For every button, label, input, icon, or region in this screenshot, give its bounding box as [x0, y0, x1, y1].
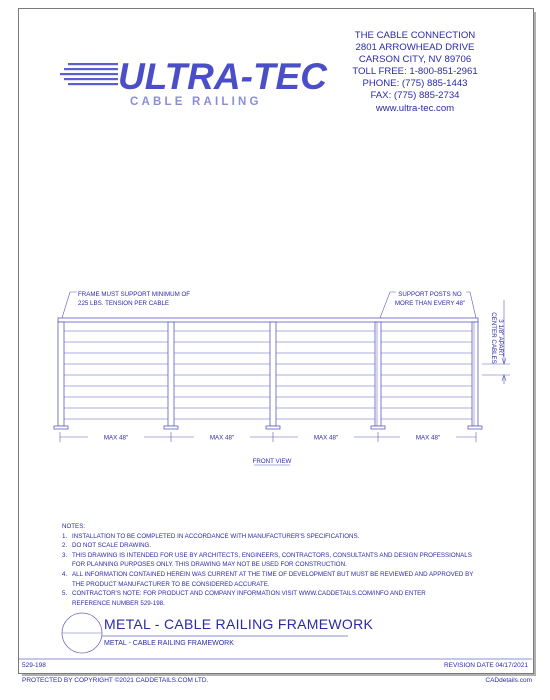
span-label-1: MAX 48"	[103, 434, 129, 442]
drawing-subtitle: METAL - CABLE RAILING FRAMEWORK	[104, 640, 234, 647]
posts-callout-line-2: MORE THAN EVERY 48"	[394, 300, 466, 307]
span-label-2: MAX 48"	[209, 434, 235, 442]
span-label-3: MAX 48"	[313, 434, 339, 442]
end-post-left	[58, 322, 64, 426]
cable-spacing-label-1: CENTER CABLES	[490, 312, 497, 364]
phone-number: PHONE: (775) 885-1443	[362, 78, 468, 90]
website-link[interactable]: www.ultra-tec.com	[375, 102, 455, 114]
end-post-right	[472, 322, 478, 426]
frame-callout-line-1: FRAME MUST SUPPORT MINIMUM OF	[78, 291, 191, 298]
intermediate-post-3	[375, 322, 381, 426]
base-plate-5	[468, 426, 482, 429]
note-2: 2. DO NOT SCALE DRAWING.	[62, 542, 152, 550]
note-4-continued: THE PRODUCT MANUFACTURER TO BE CONSIDERED ACCURATE.	[72, 580, 270, 588]
frame-callout-leader	[62, 292, 77, 318]
top-rail	[58, 318, 478, 322]
drawing-title: METAL - CABLE RAILING FRAMEWORK	[104, 616, 374, 632]
logo-tagline-text: CABLE RAILING	[130, 96, 262, 108]
intermediate-post-1	[168, 322, 174, 426]
notes-header: NOTES:	[62, 523, 86, 530]
caddetails-link[interactable]: CADdetails.com	[485, 677, 532, 684]
note-3-continued: FOR PLANNING PURPOSES ONLY. THIS DRAWING MAY NOT BE USED FOR CONSTRUCTION.	[72, 561, 347, 569]
revision-date: REVISION DATE 04/17/2021	[443, 662, 528, 669]
note-4: 4. ALL INFORMATION CONTAINED HEREIN WAS CURRENT AT THE TIME OF DEVELOPMENT BUT MUST BE REVIEWED AND APPROVED BY	[62, 570, 474, 578]
logo-brand-text: ULTRA-TEC	[118, 56, 327, 97]
address-line-1: 2801 ARROWHEAD DRIVE	[355, 42, 475, 54]
intermediate-post-2	[270, 322, 276, 426]
base-plate-1	[54, 426, 68, 429]
drawing-number: 529-198	[22, 662, 46, 669]
address-line-2: CARSON CITY, NV 89706	[358, 54, 472, 66]
company-name: THE CABLE CONNECTION	[354, 30, 476, 41]
note-5: 5. CONTRACTOR'S NOTE: FOR PRODUCT AND COMPANY INFORMATION VISIT WWW.CADDETAILS.COM/INFO AND ENTER	[62, 590, 426, 598]
note-5-continued: REFERENCE NUMBER 529-198.	[72, 599, 165, 607]
front-view-label: FRONT VIEW	[252, 458, 292, 465]
toll-free-number: TOLL FREE: 1-800-851-2961	[352, 66, 478, 78]
span-label-4: MAX 48"	[415, 434, 441, 442]
general-notes	[62, 522, 502, 608]
fax-number: FAX: (775) 885-2734	[370, 90, 460, 102]
base-plate-2	[164, 426, 178, 429]
frame-callout-line-2: 225 LBS. TENSION PER CABLE	[78, 300, 170, 307]
posts-callout-line-1: SUPPORT POSTS NO	[398, 291, 462, 298]
note-3: 3. THIS DRAWING IS INTENDED FOR USE BY ARCHITECTS, ENGINEERS, CONTRACTORS, CONSULTANTS AND DESIGN PROFESSIONALS	[62, 551, 472, 559]
note-1: 1. INSTALLATION TO BE COMPLETED IN ACCORDANCE WITH MANUFACTURER'S SPECIFICATIONS.	[62, 532, 360, 540]
copyright-notice: PROTECTED BY COPYRIGHT ©2021 CADDETAILS.COM LTD.	[22, 677, 209, 684]
cables	[60, 331, 478, 419]
base-plate-4	[371, 426, 385, 429]
cable-spacing-label-2: 3 1/8" APART	[497, 319, 504, 357]
base-plate-3	[266, 426, 280, 429]
